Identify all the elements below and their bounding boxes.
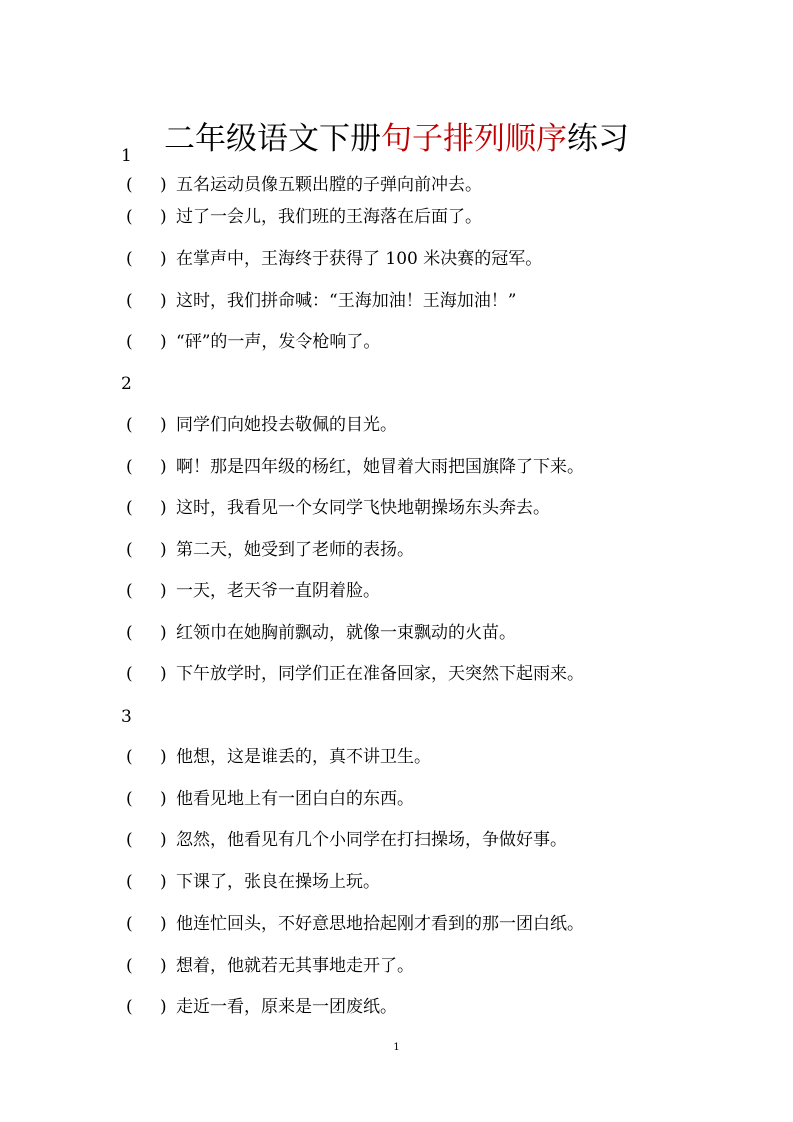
sentence-text: 这时，我看见一个女同学飞快地朝操场东头奔去。 <box>176 498 550 518</box>
answer-blank-open: ( <box>126 415 133 435</box>
list-item <box>126 206 482 228</box>
sentence-text: 忽然，他看见有几个小同学在打扫操场，争做好事。 <box>176 830 567 850</box>
answer-blank-open: ( <box>126 540 133 560</box>
answer-blank-close: ) <box>160 914 167 934</box>
answer-blank-open: ( <box>126 291 133 311</box>
title-part1: 二年级语文下册 <box>164 120 381 157</box>
answer-blank-close: ) <box>160 249 167 269</box>
answer-blank-open: ( <box>126 914 133 934</box>
answer-blank-open: ( <box>126 581 133 601</box>
sentence-text: 下午放学时，同学们正在准备回家，天突然下起雨来。 <box>176 664 584 684</box>
answer-blank-close: ) <box>160 207 167 227</box>
sentence-text: 过了一会儿，我们班的王海落在后面了。 <box>176 207 482 227</box>
sentence-text: 下课了，张良在操场上玩。 <box>176 872 380 892</box>
list-item <box>126 788 414 810</box>
sentence-text: 想着，他就若无其事地走开了。 <box>176 956 414 976</box>
answer-blank-close: ) <box>160 623 167 643</box>
answer-blank-open: ( <box>126 747 133 767</box>
answer-blank-open: ( <box>126 664 133 684</box>
sentence-text: 在掌声中，王海终于获得了 100 米决赛的冠军。 <box>176 249 543 269</box>
sentence-text: 走近一看，原来是一团废纸。 <box>176 997 397 1017</box>
answer-blank-open: ( <box>126 872 133 892</box>
sentence-text: 啊！那是四年级的杨红，她冒着大雨把国旗降了下来。 <box>176 457 584 477</box>
answer-blank-close: ) <box>160 956 167 976</box>
answer-blank-close: ) <box>160 664 167 684</box>
answer-blank-close: ) <box>160 581 167 601</box>
answer-blank-open: ( <box>126 457 133 477</box>
list-item <box>126 497 550 519</box>
list-item <box>126 290 516 312</box>
list-item <box>126 913 584 935</box>
list-item <box>126 174 482 196</box>
list-item <box>126 622 516 644</box>
list-item <box>126 996 397 1018</box>
answer-blank-close: ) <box>160 747 167 767</box>
answer-blank-close: ) <box>160 175 167 195</box>
answer-blank-open: ( <box>126 830 133 850</box>
sentence-text: 五名运动员像五颗出膛的子弹向前冲去。 <box>176 175 482 195</box>
sentence-text: “砰”的一声，发令枪响了。 <box>176 332 381 352</box>
answer-blank-open: ( <box>126 207 133 227</box>
list-item <box>126 663 584 685</box>
answer-blank-close: ) <box>160 332 167 352</box>
sentence-text: 同学们向她投去敬佩的目光。 <box>176 415 397 435</box>
answer-blank-close: ) <box>160 789 167 809</box>
sentence-text: 红领巾在她胸前飘动，就像一束飘动的火苗。 <box>176 623 516 643</box>
answer-blank-close: ) <box>160 997 167 1017</box>
section-2-number: 2 <box>121 374 132 394</box>
sentence-text: 一天，老天爷一直阴着脸。 <box>176 581 380 601</box>
page-title <box>0 118 793 160</box>
list-item <box>126 414 397 436</box>
answer-blank-open: ( <box>126 623 133 643</box>
page-number: 1 <box>393 1042 400 1053</box>
answer-blank-close: ) <box>160 457 167 477</box>
list-item <box>126 580 380 602</box>
list-item <box>126 746 431 768</box>
answer-blank-open: ( <box>126 956 133 976</box>
list-item <box>126 829 567 851</box>
answer-blank-open: ( <box>126 249 133 269</box>
answer-blank-close: ) <box>160 872 167 892</box>
title-highlight: 句子排列顺序 <box>381 120 567 157</box>
section-3-number: 3 <box>121 707 132 727</box>
answer-blank-close: ) <box>160 540 167 560</box>
answer-blank-open: ( <box>126 175 133 195</box>
answer-blank-close: ) <box>160 830 167 850</box>
section-1-number: 1 <box>121 146 132 166</box>
sentence-text: 他想，这是谁丢的，真不讲卫生。 <box>176 747 431 767</box>
list-item <box>126 456 584 478</box>
answer-blank-open: ( <box>126 498 133 518</box>
sentence-text: 他连忙回头，不好意思地拾起刚才看到的那一团白纸。 <box>176 914 584 934</box>
list-item <box>126 248 542 270</box>
list-item <box>126 331 380 353</box>
answer-blank-open: ( <box>126 997 133 1017</box>
list-item <box>126 539 414 561</box>
answer-blank-close: ) <box>160 498 167 518</box>
sentence-text: 第二天，她受到了老师的表扬。 <box>176 540 414 560</box>
sentence-text: 这时，我们拼命喊：“王海加油！王海加油！” <box>176 291 517 311</box>
answer-blank-open: ( <box>126 789 133 809</box>
title-part3: 练习 <box>567 120 629 157</box>
answer-blank-close: ) <box>160 291 167 311</box>
list-item <box>126 955 414 977</box>
answer-blank-close: ) <box>160 415 167 435</box>
list-item <box>126 871 380 893</box>
sentence-text: 他看见地上有一团白白的东西。 <box>176 789 414 809</box>
answer-blank-open: ( <box>126 332 133 352</box>
